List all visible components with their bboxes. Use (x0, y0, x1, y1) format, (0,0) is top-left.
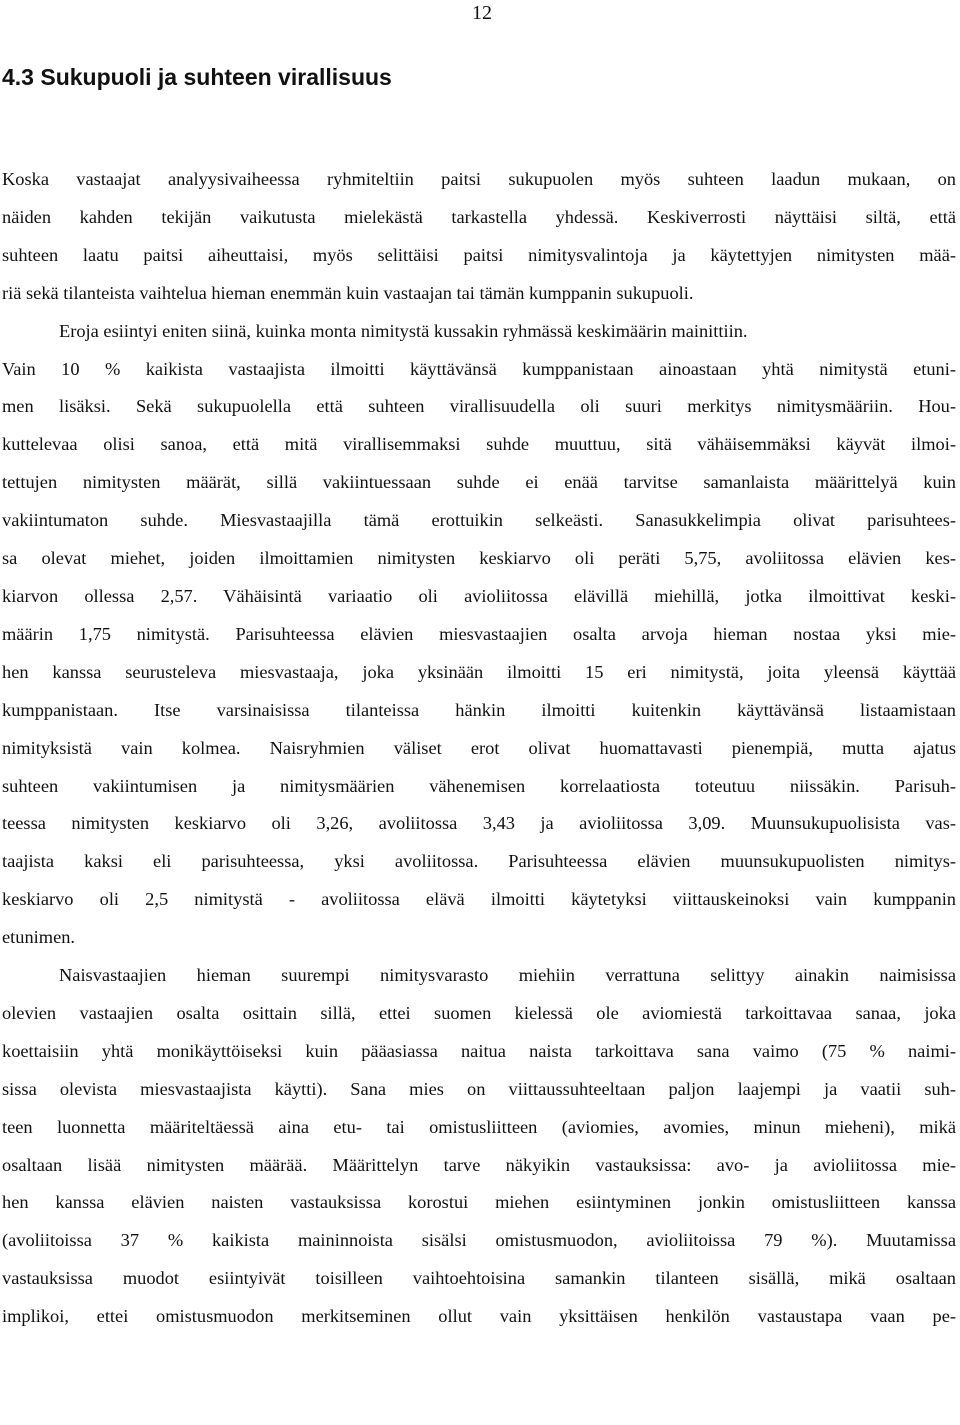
text-line: Koska vastaajat analyysivaiheessa ryhmiteltiin paitsi sukupuolen myös suhteen laadun mukaan, on (2, 169, 956, 189)
text-line: implikoi, ettei omistusmuodon merkitseminen ollut vain yksittäisen henkilön vastaustapa vaan pe- (2, 1306, 956, 1327)
text-line: teessa nimitysten keskiarvo oli 3,26, avoliitossa 3,43 ja avioliitossa 3,09. Muunsukupuolisista vas- (2, 813, 956, 834)
text-line: sa olevat miehet, joiden ilmoittamien nimitysten keskiarvo oli peräti 5,75, avoliitossa elävien kes- (2, 548, 956, 569)
text-line: taajista kaksi eli parisuhteessa, yksi avoliitossa. Parisuhteessa elävien muunsukupuolisten nimitys- (2, 851, 956, 872)
text-line: määrin 1,75 nimitystä. Parisuhteessa elävien miesvastaajien osalta arvoja hieman nostaa yksi mie- (2, 623, 956, 644)
text-line: nimityksistä vain kolmea. Naisryhmien väliset erot olivat huomattavasti pienempiä, mutta ajatus (2, 737, 956, 758)
text-line: kuttelevaa olisi sanoa, että mitä virallisemmaksi suhde muuttuu, sitä vähäisemmäksi käyvät ilmoi- (2, 434, 956, 455)
body-text (2, 161, 956, 1336)
text-line: keskiarvo oli 2,5 nimitystä - avoliitossa elävä ilmoitti käytetyksi viittauskeinoksi vain kumppanin (2, 889, 956, 910)
text-line: osaltaan lisää nimitysten määrää. Määrittelyn tarve näkyikin vastauksissa: avo- ja avioliitossa mie- (2, 1154, 956, 1175)
text-line: vakiintumaton suhde. Miesvastaajilla tämä erottuikin selkeästi. Sanasukkelimpia olivat parisuhtees- (2, 510, 956, 531)
text-line: men lisäksi. Sekä sukupuolella että suhteen virallisuudella oli suuri merkitys nimitysmääriin. Hou- (2, 396, 956, 417)
text-line: vastauksissa muodot esiintyivät toisilleen vaihtoehtoisina samankin tilanteen sisällä, mikä osaltaan (2, 1268, 956, 1289)
text-line: hen kanssa seurusteleva miesvastaaja, joka yksinään ilmoitti 15 eri nimitystä, joita yleensä käyttää (2, 661, 956, 682)
text-line: (avoliitoissa 37 % kaikista maininnoista sisälsi omistusmuodon, avioliitoissa 79 %). Muutamissa (2, 1230, 956, 1251)
text-line: näiden kahden tekijän vaikutusta mielekästä tarkastella yhdessä. Keskiverrosti näyttäisi siltä, että (2, 206, 956, 227)
text-line: Naisvastaajien hieman suurempi nimitysvarasto miehiin verrattuna selittyy ainakin naimisissa (59, 965, 956, 986)
text-line: kiarvon ollessa 2,57. Vähäisintä variaatio oli avioliitossa elävillä miehillä, jotka ilmoittivat keski- (2, 585, 956, 606)
section-heading: 4.3 Sukupuoli ja suhteen virallisuus (2, 64, 392, 90)
text-line: sissa olevista miesvastaajista käytti). Sana mies on viittaussuhteeltaan paljon laajempi ja vaatii suh- (2, 1078, 956, 1099)
text-line: hen kanssa elävien naisten vastauksissa korostui miehen esiintyminen jonkin omistusliitteen kanssa (2, 1192, 956, 1213)
text-line: teen luonnetta määriteltäessä aina etu- tai omistusliitteen (aviomies, avomies, minun mieheni), mikä (2, 1116, 956, 1137)
text-line: olevien vastaajien osalta osittain sillä, ettei suomen kielessä ole aviomiestä tarkoittavaa sanaa, joka (2, 1002, 956, 1023)
text-line: kumppanistaan. Itse varsinaisissa tilanteissa hänkin ilmoitti kuitenkin käyttävänsä listaamistaan (2, 699, 956, 720)
text-line: suhteen laatu paitsi aiheuttaisi, myös selittäisi paitsi nimitysvalintoja ja käytettyjen nimitysten mää- (2, 244, 956, 265)
text-line: Eroja esiintyi eniten siinä, kuinka monta nimitystä kussakin ryhmässä keskimäärin mainittiin. (59, 320, 748, 341)
text-line: Vain 10 % kaikista vastaajista ilmoitti käyttävänsä kumppanistaan ainoastaan yhtä nimitystä etuni- (2, 358, 956, 379)
text-line: tettujen nimitysten määrät, sillä vakiintuessaan suhde ei enää tarvitse samanlaista määrittelyä kuin (2, 472, 956, 493)
text-line: riä sekä tilanteista vaihtelua hieman enemmän kuin vastaajan tai tämän kumppanin sukupuoli. (2, 282, 694, 303)
text-line: suhteen vakiintumisen ja nimitysmäärien vähenemisen korrelaatiosta toteutuu niissäkin. Parisuh- (2, 775, 956, 796)
text-line: koettaisiin yhtä monikäyttöiseksi kuin pääasiassa naitua naista tarkoittava sana vaimo (75 % naimi- (2, 1040, 956, 1061)
page-number: 12 (472, 2, 492, 24)
text-line: etunimen. (2, 927, 76, 948)
